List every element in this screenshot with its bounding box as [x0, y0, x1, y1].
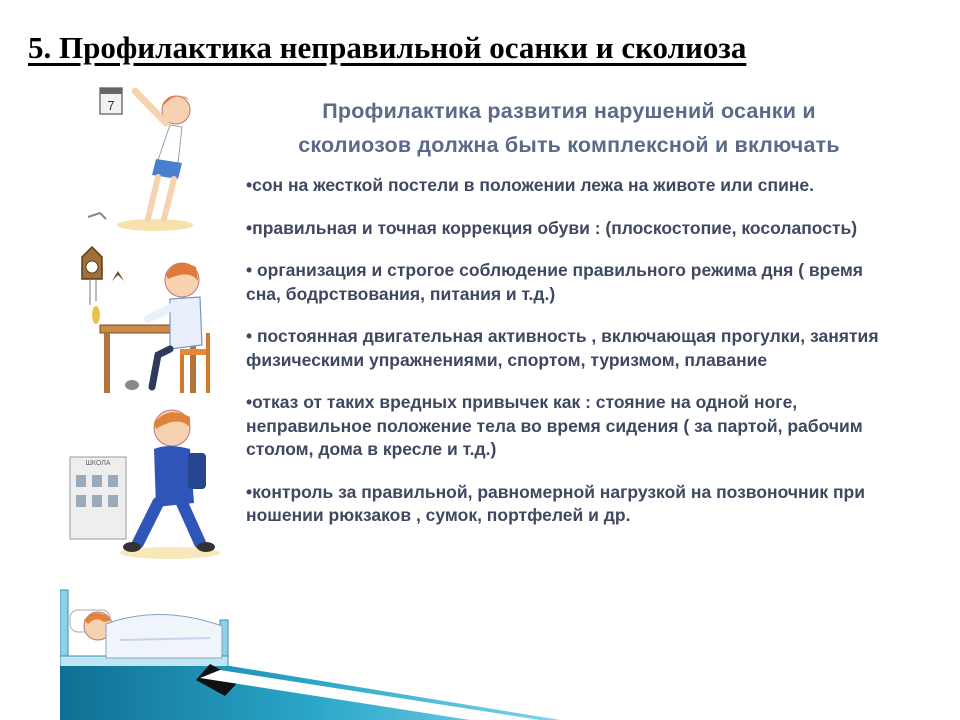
list-item: •контроль за правильной, равномерной нагрузкой на позвоночник при ношении рюкзаков , сумок, портфелей и др. [246, 481, 865, 525]
illustrations-column [60, 85, 240, 720]
heading-line-1: Профилактика развития нарушений осанки и [322, 99, 816, 123]
exercising-child-icon [60, 85, 240, 235]
svg-text:ШКОЛА: ШКОЛА [85, 460, 111, 467]
list-item: •отказ от таких вредных привычек как : стояние на одной ноге, неправильное положение тела во время сидения ( за партой, рабочим столом, дома в кресле и т.д.) [246, 392, 863, 459]
list-item: •сон на жесткой постели в положении лежа на животе или спине. [246, 175, 815, 195]
child-sleeping-in-bed-icon [60, 580, 240, 720]
child-at-desk-icon [60, 245, 240, 395]
child-walking-to-school-icon [60, 403, 240, 563]
list-item: •правильная и точная коррекция обуви : (плоскостопие, косолапость) [246, 217, 858, 238]
svg-text:7: 7 [107, 98, 115, 113]
heading-line-2: сколиозов должна быть комплексной и включать [298, 133, 840, 157]
content-area [244, 94, 894, 547]
slide-title: 5. Профилактика неправильной осанки и сколиоза [28, 30, 747, 65]
prevention-list [244, 174, 894, 528]
list-item: • организация и строгое соблюдение правильного режима дня ( время сна, бодрствования, питания и т.д.) [246, 260, 864, 304]
list-item: • постоянная двигательная активность , включающая прогулки, занятия физическими упражнениями, спортом, туризмом, плавание [246, 326, 879, 370]
section-heading [244, 94, 894, 162]
